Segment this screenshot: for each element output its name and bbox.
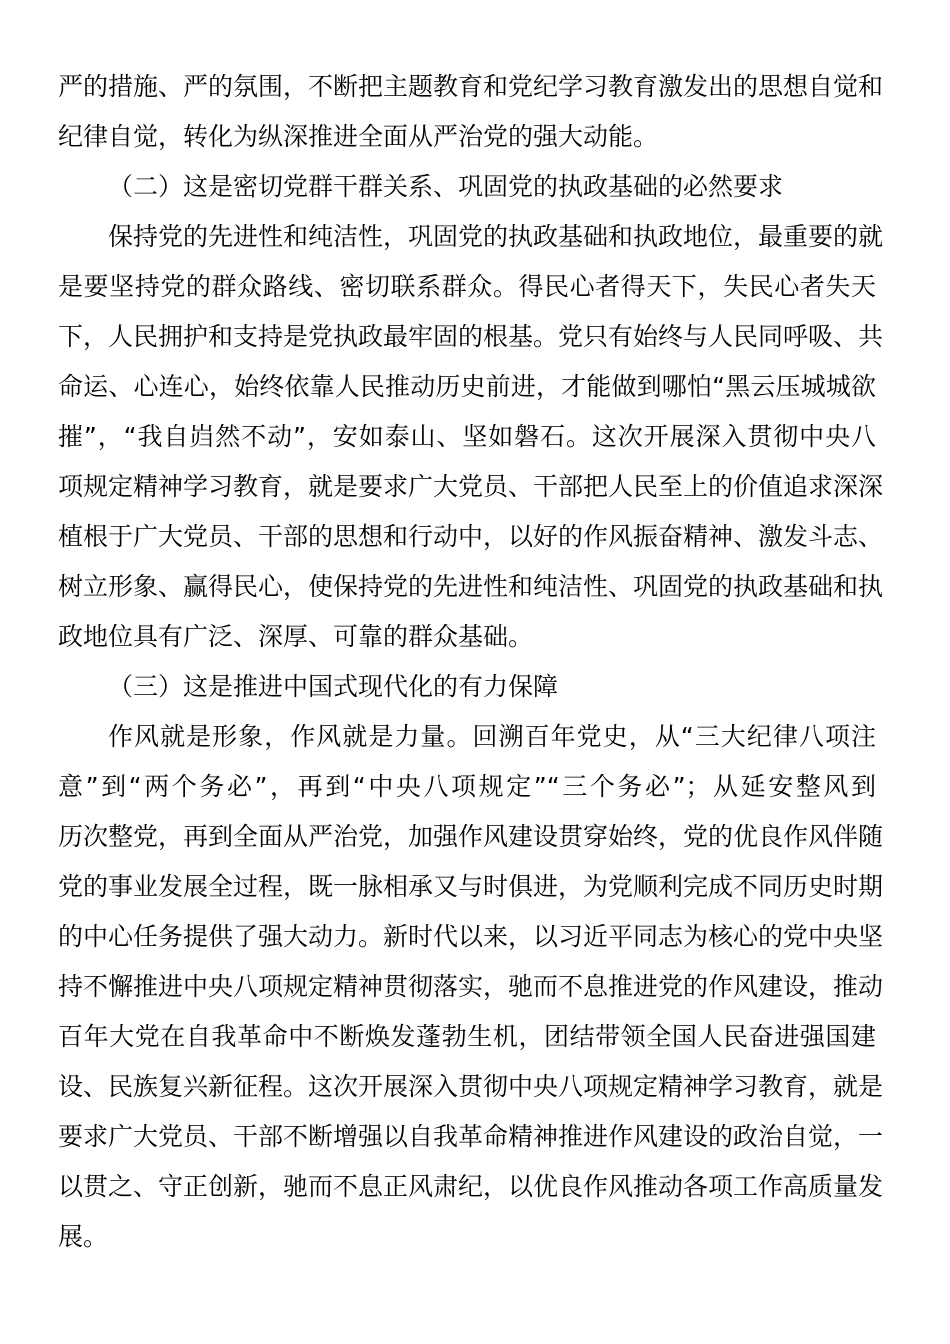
- paragraph-line: 展。: [58, 1222, 109, 1251]
- document-body: [58, 62, 884, 1262]
- paragraph-line: 持不懈推进中央八项规定精神贯彻落实，驰而不息推进党的作风建设，推动: [58, 972, 884, 1001]
- paragraph-line: 项规定精神学习教育，就是要求广大党员、干部把人民至上的价值追求深深: [58, 472, 884, 501]
- paragraph-line: 严的措施、严的氛围，不断把主题教育和党纪学习教育激发出的思想自觉和: [58, 72, 884, 101]
- paragraph-line: 纪律自觉，转化为纵深推进全面从严治党的强大动能。: [58, 122, 659, 151]
- paragraph-line: 意”到“两个务必”，再到“中央八项规定”“三个务必”；从延安整风到: [58, 772, 876, 801]
- paragraph-line: 摧”，“我自岿然不动”，安如泰山、坚如磐石。这次开展深入贯彻中央八: [58, 422, 876, 451]
- paragraph-line: 命运、心连心，始终依靠人民推动历史前进，才能做到哪怕“黑云压城城欲: [58, 372, 876, 401]
- paragraph-line: 要求广大党员、干部不断增强以自我革命精神推进作风建设的政治自觉，一: [58, 1122, 884, 1151]
- paragraph-line: 以贯之、守正创新，驰而不息正风肃纪，以优良作风推动各项工作高质量发: [58, 1172, 884, 1201]
- paragraph-line: 是要坚持党的群众路线、密切联系群众。得民心者得天下，失民心者失天: [58, 272, 876, 301]
- paragraph-line: 的中心任务提供了强大动力。新时代以来，以习近平同志为核心的党中央坚: [58, 922, 884, 951]
- paragraph-line: 树立形象、赢得民心，使保持党的先进性和纯洁性、巩固党的执政基础和执: [58, 572, 884, 601]
- paragraph-line: 保持党的先进性和纯洁性，巩固党的执政基础和执政地位，最重要的就: [108, 222, 884, 251]
- paragraph-line: 植根于广大党员、干部的思想和行动中，以好的作风振奋精神、激发斗志、: [58, 522, 884, 551]
- paragraph-line: 下，人民拥护和支持是党执政最牢固的根基。党只有始终与人民同呼吸、共: [58, 322, 884, 351]
- section-heading-three: （三）这是推进中国式现代化的有力保障: [108, 672, 559, 701]
- paragraph-line: 作风就是形象，作风就是力量。回溯百年党史，从“三大纪律八项注: [108, 722, 876, 751]
- section-heading-two: （二）这是密切党群干群关系、巩固党的执政基础的必然要求: [108, 172, 784, 201]
- paragraph-line: 百年大党在自我革命中不断焕发蓬勃生机，团结带领全国人民奋进强国建: [58, 1022, 876, 1051]
- paragraph-line: 政地位具有广泛、深厚、可靠的群众基础。: [58, 622, 534, 651]
- paragraph-line: 设、民族复兴新征程。这次开展深入贯彻中央八项规定精神学习教育，就是: [58, 1072, 884, 1101]
- paragraph-line: 历次整党，再到全面从严治党，加强作风建设贯穿始终，党的优良作风伴随: [58, 822, 884, 851]
- paragraph-line: 党的事业发展全过程，既一脉相承又与时俱进，为党顺利完成不同历史时期: [58, 872, 884, 901]
